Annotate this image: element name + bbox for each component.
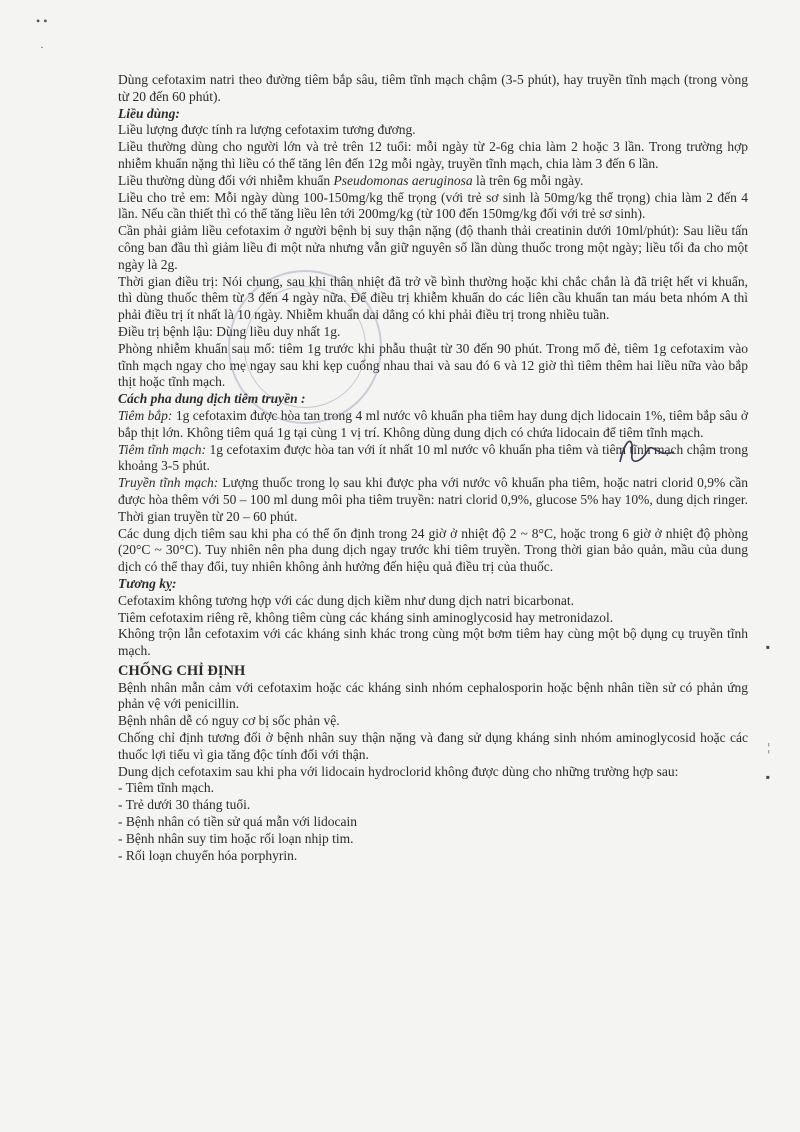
scan-mark-top-left: • • (36, 14, 48, 28)
paragraph: Bệnh nhân dễ có nguy cơ bị sốc phản vệ. (118, 713, 340, 729)
paragraph: Tiêm cefotaxim riêng rẽ, không tiêm cùng các kháng sinh aminoglycosid hay metronidazol. (118, 609, 614, 625)
paragraph-lead: Tiêm tĩnh mạch: (118, 441, 206, 457)
scan-mark-left: · (40, 40, 44, 54)
paragraph: Chống chỉ định tương đối ở bệnh nhân suy thận nặng và đang sử dụng kháng sinh nhóm aminoglycosid hoặc các thuốc lợi tiểu vì gia tăng độc tính đối với thận. (118, 730, 748, 762)
subheading: Tương kỵ: (118, 575, 177, 591)
paragraph: Điều trị bệnh lậu: Dùng liều duy nhất 1g. (118, 323, 341, 339)
paragraph-text: Lượng thuốc trong lọ sau khi được pha với nước vô khuẩn pha tiêm, hoặc natri clorid 0,9% cần được hòa thêm với 50 – 100 ml dung môi pha tiêm truyền: natri clorid 0,9%, glucose 5% hay 10%, dung dịch ringer. Thời gian truyền từ 20 – 60 phút. (118, 475, 748, 524)
paragraph: - Rối loạn chuyển hóa porphyrin. (118, 847, 298, 863)
paragraph: Thời gian điều trị: Nói chung, sau khi thân nhiệt đã trở về bình thường hoặc khi chắc chắn là đã triệt hết vi khuẩn, thì dùng thuốc thêm từ 3 đến 4 ngày nữa. Để điều trị khiễm khuẩn do các liên cầu khuẩn tan máu beta nhóm A thì phải điều trị ít nhất là 10 ngày. Nhiễm khuẩn dai dẳng có khi phải điều trị trong nhiều tuần. (118, 273, 748, 323)
section-heading: CHỐNG CHỈ ĐỊNH (118, 662, 246, 679)
paragraph: Phòng nhiễm khuẩn sau mổ: tiêm 1g trước khi phẫu thuật từ 30 đến 90 phút. Trong mổ đẻ, tiêm 1g cefotaxim vào tĩnh mạch ngay cho mẹ ngay sau khi kẹp cuống nhau thai và sau đó 6 và 12 giờ thì tiêm thêm hai liều nữa vào bắp thịt hoặc tĩnh mạch. (118, 340, 748, 390)
edge-marks: ▪ (765, 640, 770, 654)
paragraph-text: 1g cefotaxim được hòa tan với ít nhất 10 ml nước vô khuẩn pha tiêm và tiêm tĩnh mạch chậm trong khoảng 3-5 phút. (118, 441, 748, 474)
paragraph: Dùng cefotaxim natri theo đường tiêm bắp sâu, tiêm tĩnh mạch chậm (3-5 phút), hay truyền tĩnh mạch (trong vòng từ 20 đến 60 phút). (118, 72, 748, 104)
paragraph: Cefotaxim không tương hợp với các dung dịch kiềm như dung dịch natri bicarbonat. (118, 592, 574, 608)
edge-marks: ▪ (765, 770, 770, 784)
subheading: Liều dùng: (118, 105, 180, 121)
paragraph: Liều thường dùng cho người lớn và trẻ trên 12 tuổi: mỗi ngày từ 2-6g chia làm 2 hoặc 3 lần. Trong trường hợp nhiễm khuẩn nặng thì liều có thể tăng lên đến 12g mỗi ngày, truyền tĩnh mạch, chia làm 3 đến 6 lần. (118, 139, 748, 171)
paragraph: - Trẻ dưới 30 tháng tuổi. (118, 797, 251, 813)
paragraph-lead: Truyền tĩnh mạch: (118, 475, 219, 491)
paragraph: Các dung dịch tiêm sau khi pha có thể ổn định trong 24 giờ ở nhiệt độ 2 ~ 8°C, hoặc trong 6 giờ ở nhiệt độ phòng (20°C ~ 30°C). Tuy nhiên nên pha dung dịch ngay trước khi tiêm truyền. Trong thời gian bảo quản, mầu của dung dịch có thể thay đổi, tuy nhiên không ảnh hưởng đến hiệu quả điều trị của thuốc. (118, 525, 748, 575)
paragraph: Liều cho trẻ em: Mỗi ngày dùng 100-150mg/kg thể trọng (với trẻ sơ sinh là 50mg/kg thể trọng) chia làm 2 đến 4 lần. Nếu cần thiết thì có thể tăng liều lên tới 200mg/kg (từ 100 đến 150mg/kg đối với trẻ sơ sinh). (118, 189, 748, 222)
italic-term: Pseudomonas aeruginosa (333, 172, 473, 188)
paragraph (118, 173, 748, 190)
paragraph-text: Liều thường dùng đối với nhiễm khuẩn (118, 172, 334, 188)
paragraph: - Bệnh nhân có tiền sử quá mẫn với lidocain (118, 814, 358, 830)
paragraph (118, 475, 748, 525)
paragraph: - Bệnh nhân suy tim hoặc rối loạn nhịp tim. (118, 830, 354, 846)
paragraph: Bệnh nhân mẫn cảm với cefotaxim hoặc các kháng sinh nhóm cephalosporin hoặc bệnh nhân tiền sử có phản ứng phản vệ với penicillin. (118, 679, 748, 712)
paragraph: Dung dịch cefotaxim sau khi pha với lidocain hydroclorid không được dùng cho những trường hợp sau: (118, 763, 679, 779)
signature-mark (612, 432, 682, 472)
paragraph-text: là trên 6g mỗi ngày. (472, 172, 584, 188)
paragraph: Không trộn lẫn cefotaxim với các kháng sinh khác trong cùng một bơm tiêm hay cùng một bộ dụng cụ truyền tĩnh mạch. (118, 626, 748, 659)
subheading: Cách pha dung dịch tiêm truyền : (118, 391, 306, 407)
edge-marks: ¦ (767, 740, 770, 754)
paragraph-lead: Tiêm bắp: (118, 407, 173, 423)
paragraph: Cần phải giảm liều cefotaxim ở người bệnh bị suy thận nặng (độ thanh thải creatinin dưới 10ml/phút): Sau liều tấn công ban đầu thì giảm liều đi một nửa nhưng vẫn giữ nguyên số lần dùng thuốc trong một ngày; liều tối đa cho một ngày là 2g. (118, 223, 748, 272)
paragraph-text: 1g cefotaxim được hòa tan trong 4 ml nước vô khuẩn pha tiêm hay dung dịch lidocain 1%, tiêm bắp sâu ở bắp thịt lớn. Không tiêm quá 1g tại cùng 1 vị trí. Không dùng dung dịch có chứa lidocain để tiêm tĩnh mạch. (118, 407, 748, 440)
paragraph: Liều lượng được tính ra lượng cefotaxim tương đương. (118, 122, 416, 138)
paragraph: - Tiêm tĩnh mạch. (118, 780, 215, 796)
